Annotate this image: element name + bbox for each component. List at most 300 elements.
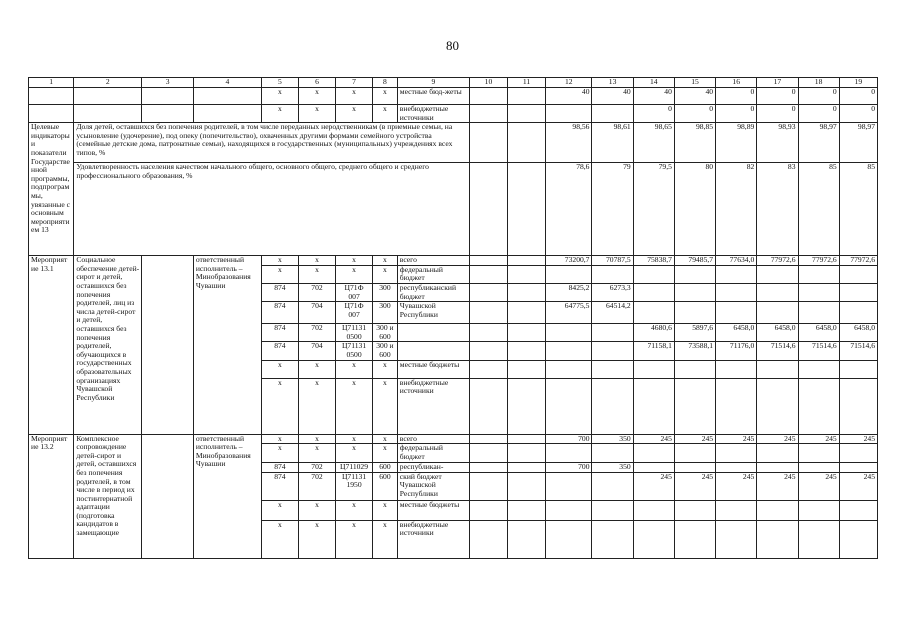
indicator-value-12: 78,6 (546, 163, 592, 256)
indicator-value-18: 85 (798, 163, 839, 256)
measure-0-row-1-col-10 (469, 265, 507, 283)
measure-1-row-5-value-12 (546, 520, 592, 558)
measure-1-row-4-col-5: x (261, 500, 298, 520)
top-row-1-value-18: 0 (798, 105, 839, 123)
measure-0-row-1-value-12 (546, 265, 592, 283)
measure-0-row-6-value-18 (798, 360, 839, 378)
measure-1-row-1-value-18 (798, 444, 839, 463)
measure-1-row-0-value-16: 245 (716, 434, 757, 444)
measure-0-row-2-col-7: Ц71Ф 007 (336, 283, 373, 301)
header-col-4: 4 (193, 78, 261, 88)
measure-0-row-7-value-16 (716, 378, 757, 434)
header-col-12: 12 (546, 78, 592, 88)
measure-0-row-1-value-13 (592, 265, 633, 283)
measure-0-row-4-value-15: 5897,6 (674, 324, 715, 342)
measure-0-row-3-col-10 (469, 302, 507, 324)
indicator-value-14: 79,5 (633, 163, 674, 256)
measure-0-row-7-col-11 (508, 378, 546, 434)
measure-1-row-5-value-15 (674, 520, 715, 558)
measure-1-row-0-value-17: 245 (757, 434, 798, 444)
top-row-1-value-13 (592, 105, 633, 123)
measure-1-row-3-value-18: 245 (798, 472, 839, 500)
measure-0-row-6-col-10 (469, 360, 507, 378)
indicator-value-19: 98,97 (839, 123, 877, 163)
top-row-1-col-11 (508, 105, 546, 123)
measure-1-row-4-col-8: x (373, 500, 398, 520)
top-row-0-value-14: 40 (633, 88, 674, 105)
measure-1-row-3-col-5: 874 (261, 472, 298, 500)
top-row-0-value-13: 40 (592, 88, 633, 105)
measure-1-row-3-value-17: 245 (757, 472, 798, 500)
measure-0-row-2-value-17 (757, 283, 798, 301)
measure-1-row-5-value-14 (633, 520, 674, 558)
measure-1-row-3-value-19: 245 (839, 472, 877, 500)
indicator-value-18: 98,97 (798, 123, 839, 163)
measure-0-row-7-col-8: x (373, 378, 398, 434)
measure-1-row-5-col-10 (469, 520, 507, 558)
measure-0-row-6-col-7: x (336, 360, 373, 378)
top-row-0-col-5: x (261, 88, 298, 105)
measure-0-row-4-col-10 (469, 324, 507, 342)
measure-0-row-3-value-13: 64514,2 (592, 302, 633, 324)
measure-0-row-2-value-18 (798, 283, 839, 301)
indicator-text: Доля детей, оставшихся без попечения родителей, в том числе переданных неродственникам (в приемные семьи, на усыновление (удочерение), под опеку (попечительство), охваченных другими формами семейного устройства (семейные детские дома, патронатные семьи), находящихся в государственных (муниципальных) учреждениях всех типов, % (74, 123, 470, 163)
measure-0-row-5-col-11 (508, 342, 546, 360)
measure-1-row-5-col-7: x (336, 520, 373, 558)
measure-1-row-3-value-16: 245 (716, 472, 757, 500)
measure-1-row-2-source: республикан- (397, 463, 469, 473)
indicator-value-13: 79 (592, 163, 633, 256)
measure-1-row-5-source: внебюджетные источники (397, 520, 469, 558)
measure-0-row-5-value-12 (546, 342, 592, 360)
measure-0-row-7-col-7: x (336, 378, 373, 434)
top-row-0-value-16: 0 (716, 88, 757, 105)
header-col-14: 14 (633, 78, 674, 88)
measure-1-row-4-source: местные бюджеты (397, 500, 469, 520)
header-col-6: 6 (298, 78, 335, 88)
measure-1-row-2-value-18 (798, 463, 839, 473)
measure-0-row-4-col-5: 874 (261, 324, 298, 342)
table-row (29, 88, 878, 105)
measure-0-row-3-col-7: Ц71Ф 007 (336, 302, 373, 324)
measure-1-row-1-value-17 (757, 444, 798, 463)
measure-0-row-0-value-13: 70787,5 (592, 256, 633, 266)
measure-1-row-3-col-8: 600 (373, 472, 398, 500)
measure-row (29, 434, 878, 444)
measure-1-row-2-value-14 (633, 463, 674, 473)
measure-0-row-7-col-5: x (261, 378, 298, 434)
budget-table (28, 77, 878, 559)
measure-0-row-3-value-15 (674, 302, 715, 324)
empty-col-2 (74, 88, 142, 105)
measure-0-row-6-value-14 (633, 360, 674, 378)
top-row-1-value-15: 0 (674, 105, 715, 123)
measure-0-row-1-value-18 (798, 265, 839, 283)
measure-1-row-1-value-14 (633, 444, 674, 463)
indicator-row (29, 163, 878, 256)
indicator-col-10 (469, 163, 507, 256)
measure-0-row-4-col-8: 300 и 600 (373, 324, 398, 342)
indicator-value-13: 98,61 (592, 123, 633, 163)
measure-1-row-4-value-13 (592, 500, 633, 520)
measure-0-row-3-col-11 (508, 302, 546, 324)
indicator-value-17: 83 (757, 163, 798, 256)
measure-1-row-1-value-19 (839, 444, 877, 463)
measure-0-row-4-value-19: 6458,0 (839, 324, 877, 342)
measure-0-row-1-value-16 (716, 265, 757, 283)
measure-1-row-3-col-10 (469, 472, 507, 500)
measure-1-row-2-col-5: 874 (261, 463, 298, 473)
indicator-value-12: 98,56 (546, 123, 592, 163)
measure-1-row-1-col-11 (508, 444, 546, 463)
indicator-value-19: 85 (839, 163, 877, 256)
measure-executor: ответственный исполнитель – Минобразования Чувашии (193, 434, 261, 558)
top-row-1-col-10 (469, 105, 507, 123)
header-col-3: 3 (142, 78, 194, 88)
measure-0-row-2-col-11 (508, 283, 546, 301)
measure-1-row-2-col-8: 600 (373, 463, 398, 473)
measure-1-row-0-col-11 (508, 434, 546, 444)
measure-0-row-5-value-15: 73588,1 (674, 342, 715, 360)
measure-0-row-3-value-19 (839, 302, 877, 324)
measure-0-row-4-value-14: 4680,6 (633, 324, 674, 342)
measure-0-row-3-col-5: 874 (261, 302, 298, 324)
measure-0-row-5-col-8: 300 и 600 (373, 342, 398, 360)
measure-0-row-2-col-5: 874 (261, 283, 298, 301)
top-row-0-col-7: x (336, 88, 373, 105)
measure-0-row-4-source (397, 324, 469, 342)
measure-0-row-1-value-19 (839, 265, 877, 283)
measure-1-row-5-value-19 (839, 520, 877, 558)
measure-1-row-1-col-6: x (298, 444, 335, 463)
header-col-2: 2 (74, 78, 142, 88)
empty-col-3 (142, 88, 194, 105)
measure-0-row-4-value-16: 6458,0 (716, 324, 757, 342)
header-col-16: 16 (716, 78, 757, 88)
empty-col-3 (142, 105, 194, 123)
measure-1-row-0-value-13: 350 (592, 434, 633, 444)
header-col-1: 1 (29, 78, 74, 88)
measure-0-row-4-value-13 (592, 324, 633, 342)
measure-1-row-2-value-17 (757, 463, 798, 473)
measure-1-row-0-col-10 (469, 434, 507, 444)
measure-1-row-0-col-8: x (373, 434, 398, 444)
measure-0-row-7-value-12 (546, 378, 592, 434)
measure-1-row-1-value-15 (674, 444, 715, 463)
measure-0-row-6-value-16 (716, 360, 757, 378)
measure-1-row-1-value-12 (546, 444, 592, 463)
measure-0-row-2-col-8: 300 (373, 283, 398, 301)
measure-0-row-4-col-7: Ц71131 0500 (336, 324, 373, 342)
measure-0-row-1-col-6: x (298, 265, 335, 283)
measure-0-row-2-value-16 (716, 283, 757, 301)
measure-0-row-2-source: республиканский бюджет (397, 283, 469, 301)
header-col-10: 10 (469, 78, 507, 88)
measure-1-row-5-col-11 (508, 520, 546, 558)
top-row-0-value-15: 40 (674, 88, 715, 105)
indicator-row (29, 123, 878, 163)
measure-1-row-2-value-15 (674, 463, 715, 473)
indicator-value-16: 82 (716, 163, 757, 256)
measure-1-row-0-value-15: 245 (674, 434, 715, 444)
top-row-1-source: внебюджетные источники (397, 105, 469, 123)
measure-0-row-4-value-17: 6458,0 (757, 324, 798, 342)
measure-1-row-4-value-14 (633, 500, 674, 520)
measure-1-row-1-col-5: x (261, 444, 298, 463)
measure-0-row-0-source: всего (397, 256, 469, 266)
measure-0-row-2-value-15 (674, 283, 715, 301)
measure-0-row-2-value-19 (839, 283, 877, 301)
measure-row (29, 256, 878, 266)
measure-0-row-1-col-7: x (336, 265, 373, 283)
measure-0-row-3-value-18 (798, 302, 839, 324)
indicator-col-11 (508, 123, 546, 163)
measure-0-row-6-source: местные бюджеты (397, 360, 469, 378)
measure-0-row-2-col-10 (469, 283, 507, 301)
measure-0-row-7-value-19 (839, 378, 877, 434)
measure-0-row-6-col-5: x (261, 360, 298, 378)
measure-0-row-5-col-6: 704 (298, 342, 335, 360)
top-row-0-col-11 (508, 88, 546, 105)
measure-col-3 (142, 256, 194, 434)
empty-col-1 (29, 88, 74, 105)
measure-0-row-7-value-17 (757, 378, 798, 434)
measure-executor: ответственный исполнитель – Минобразования Чувашии (193, 256, 261, 434)
measure-col-3 (142, 434, 194, 558)
measure-0-row-4-col-11 (508, 324, 546, 342)
measure-1-row-3-value-13 (592, 472, 633, 500)
measure-1-row-5-value-17 (757, 520, 798, 558)
empty-col-2 (74, 105, 142, 123)
measure-0-row-1-col-8: x (373, 265, 398, 283)
measure-1-row-3-value-12 (546, 472, 592, 500)
measure-0-row-6-value-12 (546, 360, 592, 378)
measure-0-row-3-value-14 (633, 302, 674, 324)
measure-1-row-1-col-7: x (336, 444, 373, 463)
measure-0-row-0-value-12: 73200,7 (546, 256, 592, 266)
header-col-19: 19 (839, 78, 877, 88)
measure-1-row-2-col-7: Ц711029 (336, 463, 373, 473)
header-col-17: 17 (757, 78, 798, 88)
page-number: 80 (446, 38, 459, 53)
measure-0-row-3-col-8: 300 (373, 302, 398, 324)
measure-0-row-5-value-13 (592, 342, 633, 360)
measure-1-row-1-source: федеральный бюджет (397, 444, 469, 463)
measure-1-row-2-value-19 (839, 463, 877, 473)
measure-0-row-2-value-12: 8425,2 (546, 283, 592, 301)
top-row-1-value-14: 0 (633, 105, 674, 123)
measure-1-row-2-col-10 (469, 463, 507, 473)
measure-0-row-5-col-5: 874 (261, 342, 298, 360)
top-row-0-col-8: x (373, 88, 398, 105)
measure-0-row-0-col-7: x (336, 256, 373, 266)
measure-name: Комплексное сопровождение детей-сирот и детей, оставшихся без попечения родителей, в том числе в период их постинтернатной адаптации (подготовка кандидатов в замещающие (74, 434, 142, 558)
measure-1-row-4-value-18 (798, 500, 839, 520)
top-row-0-source: местные бюд-жеты (397, 88, 469, 105)
measure-0-row-2-value-13: 6273,3 (592, 283, 633, 301)
measure-0-row-0-value-18: 77972,6 (798, 256, 839, 266)
measure-1-row-5-col-6: x (298, 520, 335, 558)
measure-1-row-0-value-12: 700 (546, 434, 592, 444)
measure-0-row-6-value-13 (592, 360, 633, 378)
measure-0-row-7-value-13 (592, 378, 633, 434)
measure-0-row-0-value-19: 77972,6 (839, 256, 877, 266)
measure-1-row-0-source: всего (397, 434, 469, 444)
measure-1-row-0-col-7: x (336, 434, 373, 444)
measure-0-row-4-value-12 (546, 324, 592, 342)
measure-0-row-6-value-15 (674, 360, 715, 378)
measure-1-row-2-value-12: 700 (546, 463, 592, 473)
measure-1-row-5-col-8: x (373, 520, 398, 558)
measure-0-row-6-value-19 (839, 360, 877, 378)
indicator-value-15: 98,85 (674, 123, 715, 163)
measure-1-row-4-value-17 (757, 500, 798, 520)
measure-0-row-3-value-17 (757, 302, 798, 324)
empty-col-4 (193, 88, 261, 105)
measure-0-row-1-value-17 (757, 265, 798, 283)
indicator-value-16: 98,89 (716, 123, 757, 163)
header-col-11: 11 (508, 78, 546, 88)
measure-0-row-5-col-7: Ц71131 0500 (336, 342, 373, 360)
measure-label: Мероприятие 13.1 (29, 256, 74, 434)
measure-0-row-4-col-6: 702 (298, 324, 335, 342)
measure-1-row-0-col-5: x (261, 434, 298, 444)
measure-1-row-1-value-13 (592, 444, 633, 463)
measure-0-row-5-value-17: 71514,6 (757, 342, 798, 360)
measure-0-row-6-col-11 (508, 360, 546, 378)
measure-0-row-3-source: Чувашской Республики (397, 302, 469, 324)
measure-1-row-4-value-16 (716, 500, 757, 520)
measure-1-row-4-col-7: x (336, 500, 373, 520)
measure-1-row-5-value-13 (592, 520, 633, 558)
measure-1-row-4-value-19 (839, 500, 877, 520)
measure-0-row-0-col-5: x (261, 256, 298, 266)
measure-0-row-7-col-10 (469, 378, 507, 434)
measure-label: Мероприятие 13.2 (29, 434, 74, 558)
top-row-0-value-12: 40 (546, 88, 592, 105)
measure-0-row-0-value-14: 75838,7 (633, 256, 674, 266)
header-col-13: 13 (592, 78, 633, 88)
measure-0-row-5-value-18: 71514,6 (798, 342, 839, 360)
indicator-value-14: 98,65 (633, 123, 674, 163)
top-row-0-col-6: x (298, 88, 335, 105)
measure-0-row-5-value-19: 71514,6 (839, 342, 877, 360)
measure-0-row-3-value-16 (716, 302, 757, 324)
measure-0-row-0-col-11 (508, 256, 546, 266)
measure-0-row-3-col-6: 704 (298, 302, 335, 324)
measure-0-row-5-source (397, 342, 469, 360)
measure-0-row-7-value-14 (633, 378, 674, 434)
measure-1-row-2-value-16 (716, 463, 757, 473)
measure-1-row-2-col-6: 702 (298, 463, 335, 473)
measure-0-row-0-col-6: x (298, 256, 335, 266)
header-col-15: 15 (674, 78, 715, 88)
measure-1-row-3-col-11 (508, 472, 546, 500)
top-row-1-value-17: 0 (757, 105, 798, 123)
measure-1-row-2-col-11 (508, 463, 546, 473)
measure-0-row-2-col-6: 702 (298, 283, 335, 301)
measure-1-row-4-value-12 (546, 500, 592, 520)
indicators-label: Целевые индикаторы и показатели Государственной программы, подпрограммы, увязанные с основным мероприятием 13 (29, 123, 74, 256)
measure-1-row-4-col-10 (469, 500, 507, 520)
measure-0-row-0-col-8: x (373, 256, 398, 266)
measure-0-row-0-value-17: 77972,6 (757, 256, 798, 266)
measure-1-row-1-col-10 (469, 444, 507, 463)
top-row-1-value-16: 0 (716, 105, 757, 123)
measure-0-row-1-col-11 (508, 265, 546, 283)
measure-0-row-2-value-14 (633, 283, 674, 301)
measure-0-row-0-value-16: 77634,0 (716, 256, 757, 266)
measure-1-row-1-col-8: x (373, 444, 398, 463)
measure-1-row-3-source: ский бюджет Чувашской Республики (397, 472, 469, 500)
measure-0-row-7-col-6: x (298, 378, 335, 434)
measure-1-row-2-value-13: 350 (592, 463, 633, 473)
top-row-0-value-18: 0 (798, 88, 839, 105)
indicator-value-15: 80 (674, 163, 715, 256)
measure-1-row-0-value-14: 245 (633, 434, 674, 444)
measure-1-row-4-value-15 (674, 500, 715, 520)
table-header-row (29, 78, 878, 88)
measure-1-row-5-value-16 (716, 520, 757, 558)
measure-1-row-0-value-18: 245 (798, 434, 839, 444)
header-col-7: 7 (336, 78, 373, 88)
measure-1-row-5-value-18 (798, 520, 839, 558)
measure-1-row-0-value-19: 245 (839, 434, 877, 444)
indicator-text: Удовлетворенность населения качеством начального общего, основного общего, среднего общего и среднего профессионального образования, % (74, 163, 470, 256)
top-row-1-value-19: 0 (839, 105, 877, 123)
top-row-1-value-12 (546, 105, 592, 123)
measure-0-row-6-col-8: x (373, 360, 398, 378)
measure-0-row-1-value-15 (674, 265, 715, 283)
empty-col-1 (29, 105, 74, 123)
measure-0-row-7-value-15 (674, 378, 715, 434)
top-row-1-col-8: x (373, 105, 398, 123)
measure-0-row-0-value-15: 79485,7 (674, 256, 715, 266)
measure-1-row-4-col-6: x (298, 500, 335, 520)
measure-0-row-4-value-18: 6458,0 (798, 324, 839, 342)
measure-1-row-4-col-11 (508, 500, 546, 520)
measure-name: Социальное обеспечение детей-сирот и детей, оставшихся без попечения родителей, лиц из числа детей-сирот и детей, оставшихся без попечения родителей, обучающихся в государственных образовательных организациях Чувашской Республики (74, 256, 142, 434)
measure-0-row-6-value-17 (757, 360, 798, 378)
measure-0-row-7-value-18 (798, 378, 839, 434)
table-row (29, 105, 878, 123)
header-col-9: 9 (397, 78, 469, 88)
top-row-1-col-6: x (298, 105, 335, 123)
indicator-col-10 (469, 123, 507, 163)
header-col-8: 8 (373, 78, 398, 88)
measure-0-row-5-value-16: 71176,0 (716, 342, 757, 360)
measure-1-row-3-value-14: 245 (633, 472, 674, 500)
measure-0-row-5-col-10 (469, 342, 507, 360)
empty-col-4 (193, 105, 261, 123)
header-col-5: 5 (261, 78, 298, 88)
measure-1-row-0-col-6: x (298, 434, 335, 444)
measure-1-row-3-value-15: 245 (674, 472, 715, 500)
measure-0-row-1-value-14 (633, 265, 674, 283)
measure-1-row-5-col-5: x (261, 520, 298, 558)
indicator-col-11 (508, 163, 546, 256)
top-row-0-value-19: 0 (839, 88, 877, 105)
measure-1-row-3-col-6: 702 (298, 472, 335, 500)
indicator-value-17: 98,93 (757, 123, 798, 163)
measure-0-row-3-value-12: 64775,5 (546, 302, 592, 324)
top-row-1-col-5: x (261, 105, 298, 123)
measure-0-row-7-source: внебюджетные источники (397, 378, 469, 434)
measure-0-row-1-col-5: x (261, 265, 298, 283)
top-row-0-value-17: 0 (757, 88, 798, 105)
measure-0-row-1-source: федеральный бюджет (397, 265, 469, 283)
measure-1-row-3-col-7: Ц71131 1950 (336, 472, 373, 500)
